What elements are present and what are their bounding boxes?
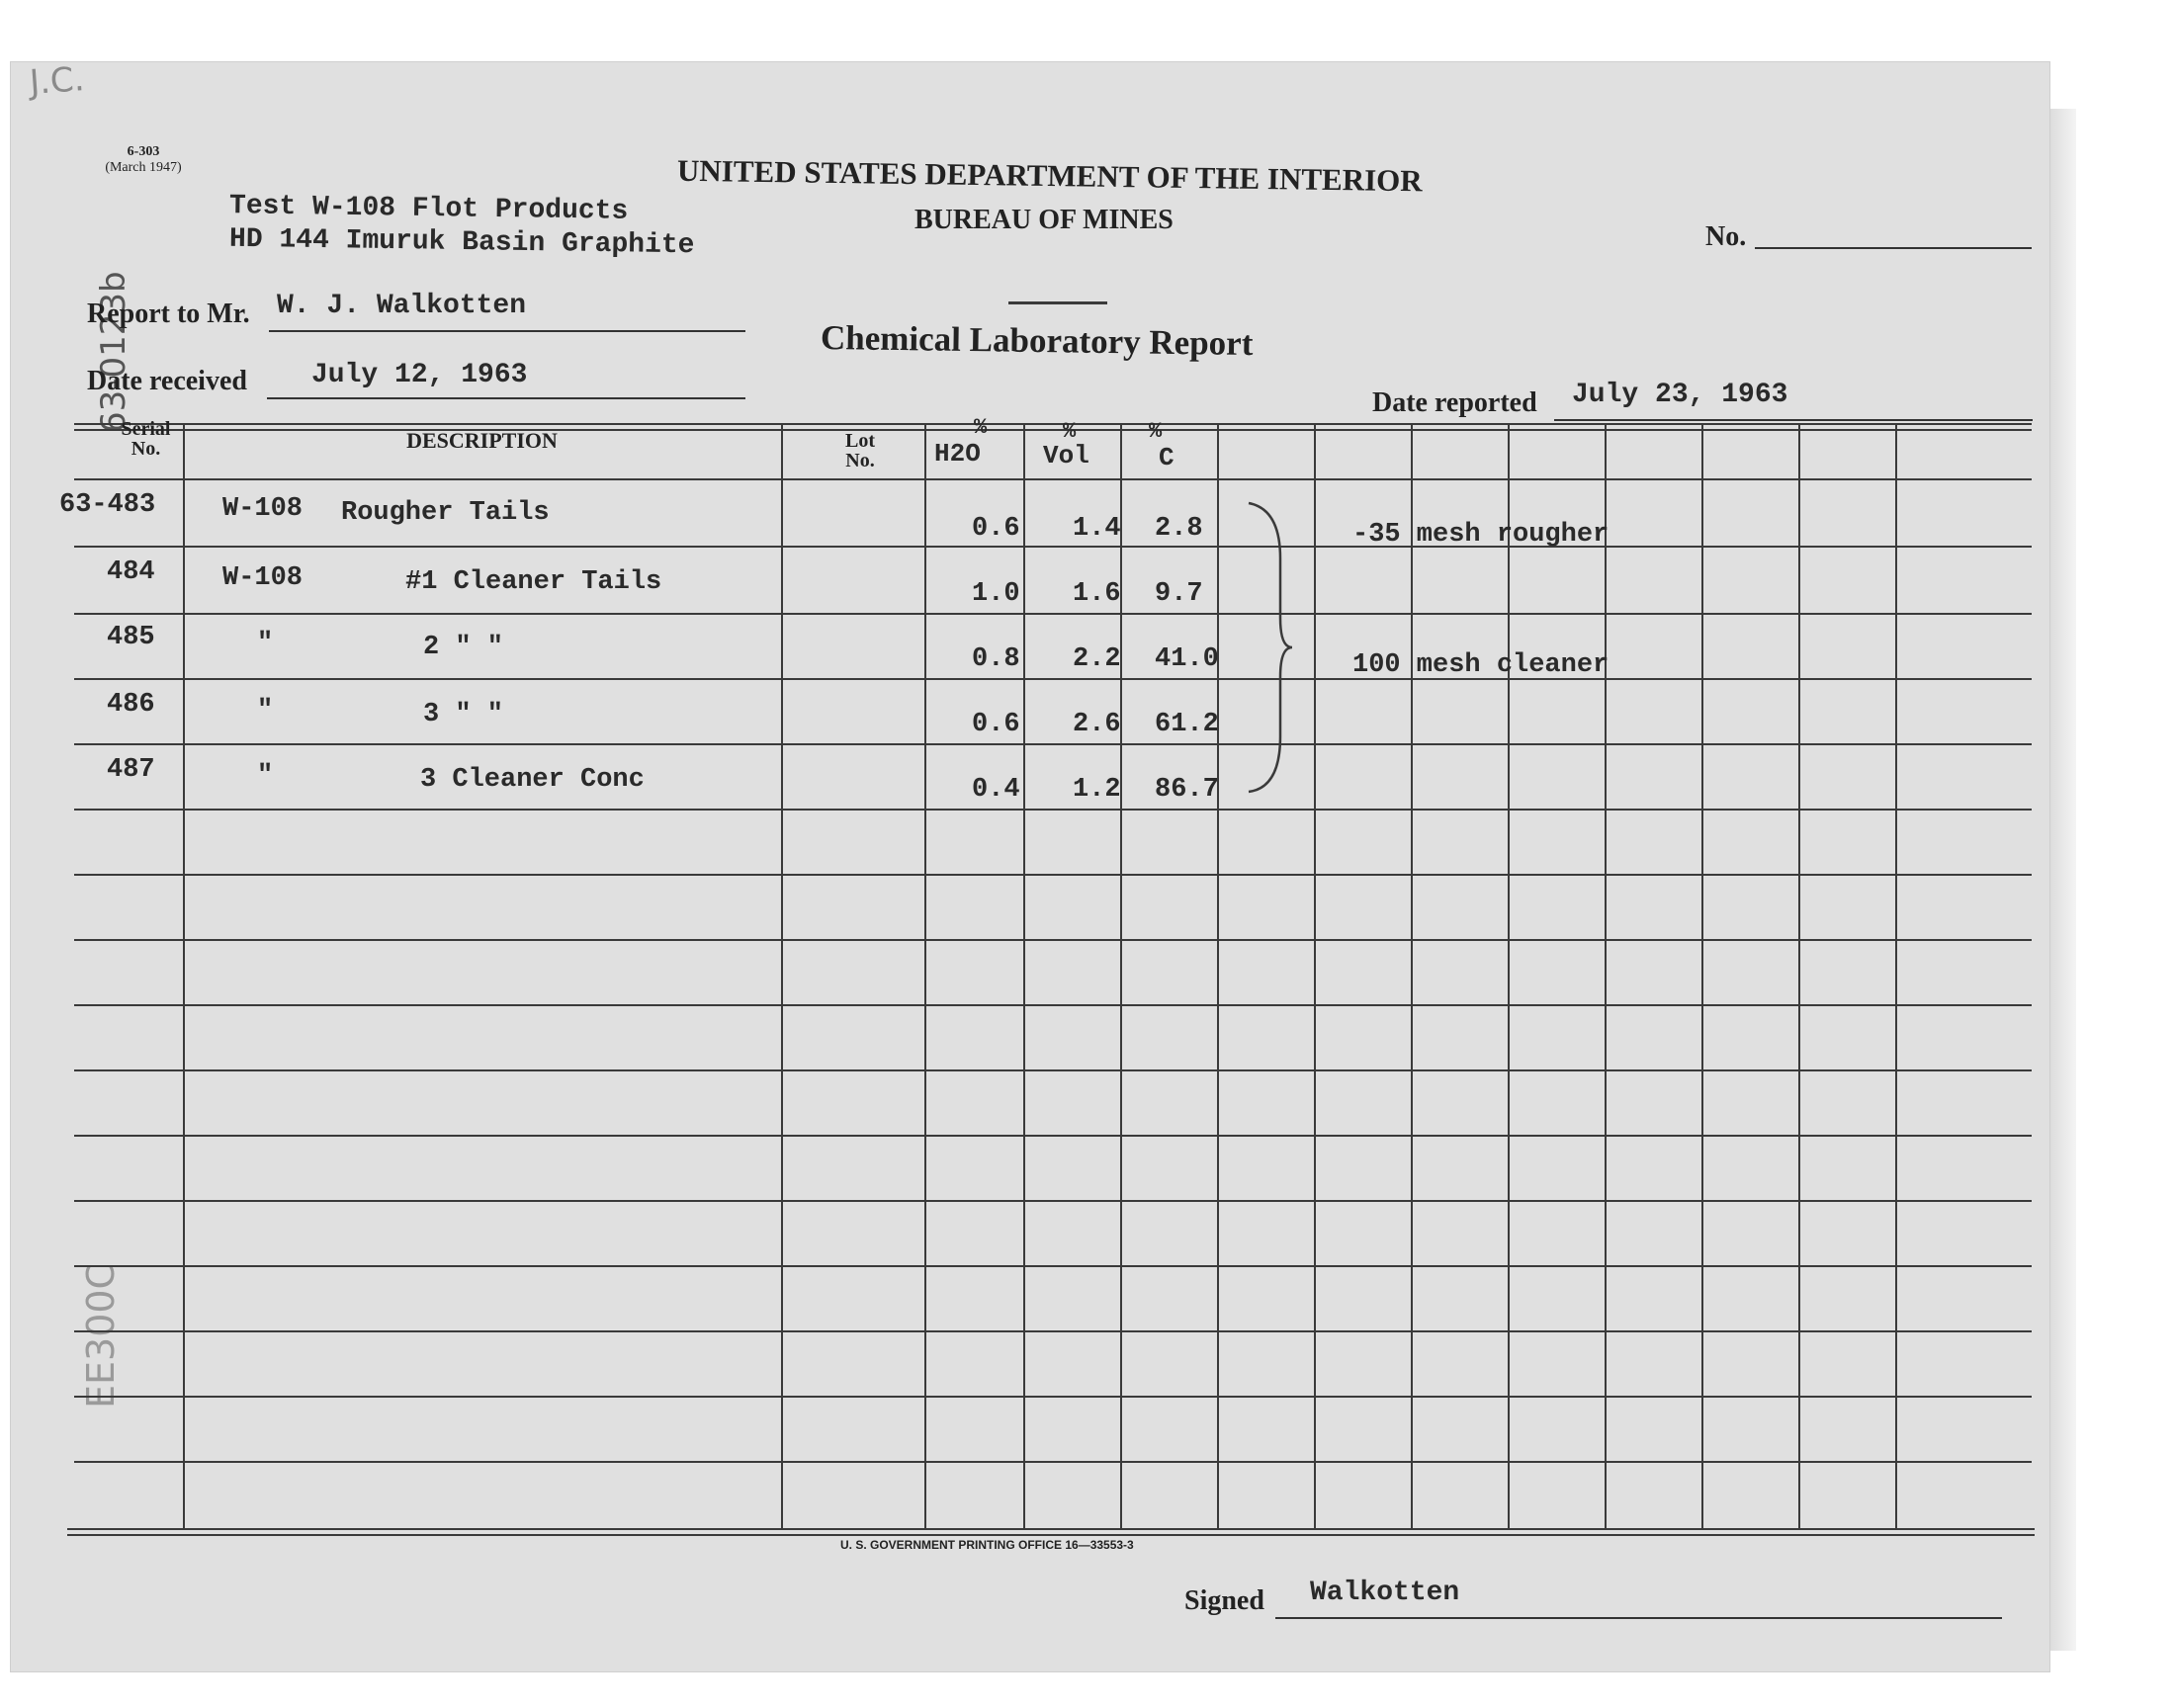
pencil-mark-top: J.C.	[28, 59, 86, 103]
date-received-label: Date received	[87, 366, 247, 396]
printer-imprint: U. S. GOVERNMENT PRINTING OFFICE 16—33553-3	[840, 1538, 1134, 1552]
bureau-name: BUREAU OF MINES	[914, 205, 1174, 235]
date-received-line	[267, 397, 745, 399]
col-lot-header: Lot No.	[845, 430, 875, 471]
pencil-mark-margin-lower: EE300C	[79, 1262, 123, 1409]
form-number: 6-303	[127, 144, 160, 159]
test-title: Test W-108 Flot Products	[228, 191, 629, 227]
form-date: (March 1947)	[105, 160, 182, 175]
signed-value: Walkotten	[1310, 1578, 1460, 1608]
no-field-line	[1755, 247, 2032, 249]
col-description-header: DESCRIPTION	[406, 428, 558, 453]
col-h2o-header: H2O	[934, 439, 981, 469]
date-received-value: July 12, 1963	[311, 360, 528, 390]
pencil-mark-margin: 63-0123b	[94, 271, 133, 433]
col-c-percent: %	[1149, 419, 1163, 444]
col-c-header: C	[1159, 443, 1174, 472]
report-to-line	[269, 330, 745, 332]
signed-line	[1275, 1617, 2002, 1619]
scan-edge-shadow	[2046, 109, 2076, 1651]
report-to-label: Report to Mr.	[87, 299, 250, 329]
report-to-value: W. J. Walkotten	[277, 291, 527, 321]
col-vol-percent: %	[1063, 419, 1077, 444]
grouping-brace	[1241, 499, 1300, 796]
col-vol-header: Vol	[1043, 441, 1089, 470]
no-label: No.	[1705, 221, 1747, 252]
agency-name: UNITED STATES DEPARTMENT OF THE INTERIOR	[676, 152, 1423, 199]
sample-title: HD 144 Imuruk Basin Graphite	[228, 223, 695, 262]
col-h2o-percent: %	[974, 415, 988, 440]
title-rule	[1008, 301, 1107, 304]
report-title: Chemical Laboratory Report	[820, 317, 1254, 364]
signed-label: Signed	[1184, 1585, 1264, 1616]
col-serial-header: Serial No.	[121, 418, 171, 460]
date-reported-line	[1554, 419, 2033, 421]
date-reported-value: July 23, 1963	[1572, 380, 1788, 410]
date-reported-label: Date reported	[1372, 387, 1537, 418]
